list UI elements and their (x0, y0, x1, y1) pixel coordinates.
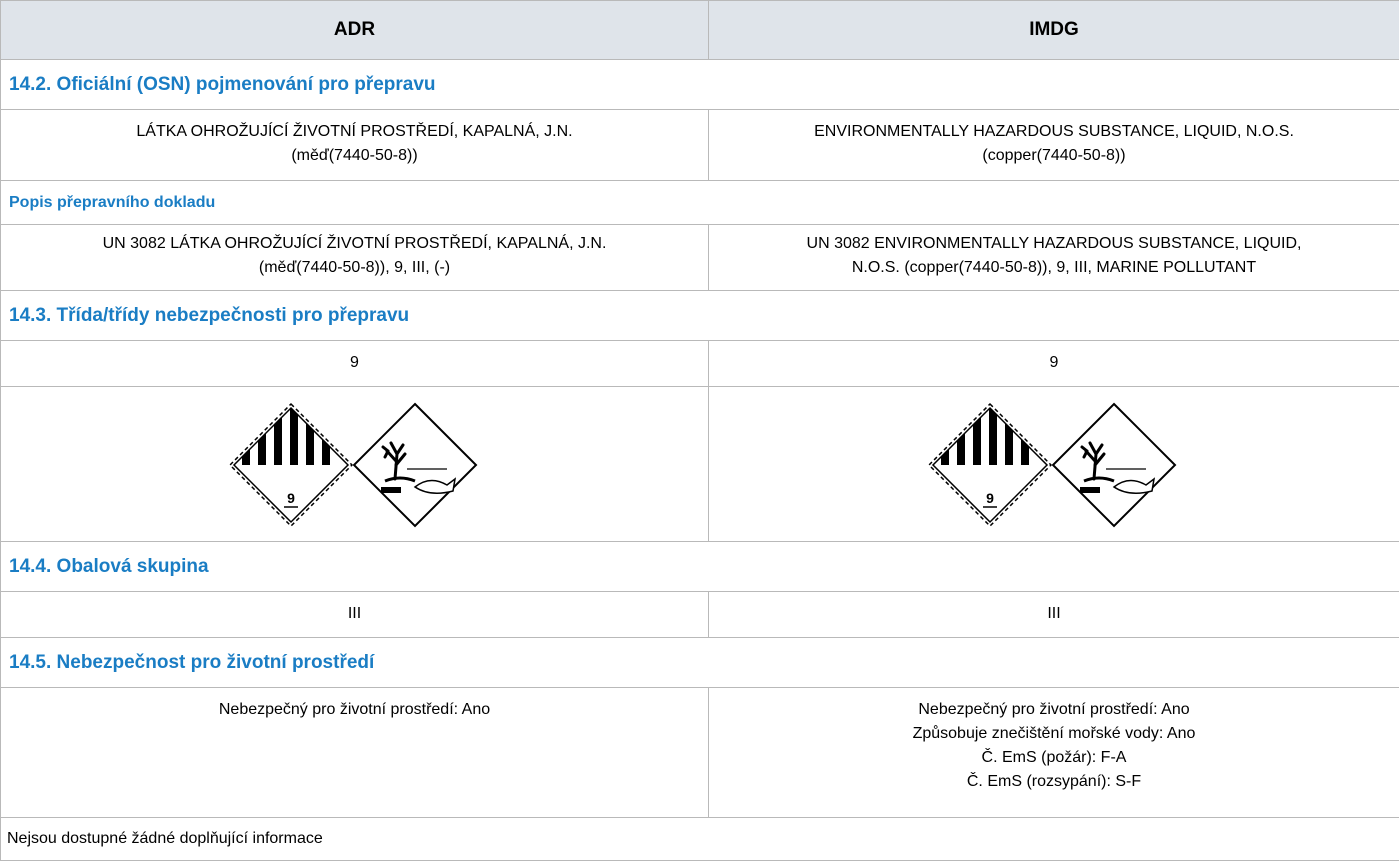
section-title-popis: Popis přepravního dokladu (1, 181, 1399, 225)
environment-hazard-icon (1053, 404, 1175, 526)
document-imdg-line-2: N.O.S. (copper(7440-50-8)), 9, III, MARINE POLLUTANT (851, 259, 1257, 276)
table-header-row (1, 1, 1399, 60)
name-imdg-line-2: (copper(7440-50-8)) (982, 147, 1126, 164)
column-header-adr: ADR (1, 1, 709, 60)
footer-row (1, 818, 1399, 861)
class-9-label-icon (929, 399, 1051, 526)
packing-imdg-cell: III (709, 592, 1399, 638)
section-title-14-2: 14.2. Oficiální (OSN) pojmenování pro přepravu (1, 60, 1399, 110)
hazard-pictograms-adr (225, 399, 485, 529)
environment-imdg-line-1: Nebezpečný pro životní prostředí: Ano (918, 701, 1190, 718)
section-title-14-5: 14.5. Nebezpečnost pro životní prostředí (1, 638, 1399, 688)
environment-adr-line-1: Nebezpečný pro životní prostředí: Ano (218, 701, 491, 718)
packing-adr-cell: III (1, 592, 709, 638)
environment-imdg-line-2: Způsobuje znečištění mořské vody: Ano (912, 725, 1196, 742)
table-row (1, 688, 1399, 818)
name-imdg-cell (709, 110, 1399, 181)
name-adr-cell (1, 110, 709, 181)
document-adr-cell (1, 225, 709, 291)
table-row (1, 110, 1399, 181)
table-row (1, 225, 1399, 291)
document-imdg-cell (709, 225, 1399, 291)
document-adr-line-1: UN 3082 LÁTKA OHROŽUJÍCÍ ŽIVOTNÍ PROSTŘEDÍ, KAPALNÁ, J.N. (102, 235, 607, 252)
section-row (1, 60, 1399, 110)
section-title-14-3: 14.3. Třída/třídy nebezpečnosti pro přepravu (1, 291, 1399, 341)
section-row (1, 638, 1399, 688)
document-adr-line-2: (měď(7440-50-8)), 9, III, (-) (258, 259, 451, 276)
class-adr-cell: 9 (1, 341, 709, 387)
table-row (1, 592, 1399, 638)
environment-adr-cell (1, 688, 709, 818)
column-header-imdg: IMDG (709, 1, 1399, 60)
document-imdg-line-1: UN 3082 ENVIRONMENTALLY HAZARDOUS SUBSTANCE, LIQUID, (806, 235, 1302, 252)
class-imdg-cell: 9 (709, 341, 1399, 387)
section-row (1, 181, 1399, 225)
svg-text:9: 9 (986, 490, 994, 506)
footer-note: Nejsou dostupné žádné doplňující informace (1, 818, 1399, 861)
environment-imdg-line-3: Č. EmS (požár): F-A (981, 749, 1127, 766)
class-9-label-icon (230, 399, 352, 526)
hazard-pictograms-imdg (924, 399, 1184, 529)
section-title-14-4: 14.4. Obalová skupina (1, 542, 1399, 592)
section-row (1, 291, 1399, 341)
section-row (1, 542, 1399, 592)
name-imdg-line-1: ENVIRONMENTALLY HAZARDOUS SUBSTANCE, LIQUID, N.O.S. (814, 123, 1294, 140)
environment-hazard-icon (354, 404, 476, 526)
pictograms-adr-cell (1, 387, 709, 542)
pictograms-imdg-cell (709, 387, 1399, 542)
svg-text:9: 9 (286, 490, 295, 506)
name-adr-line-1: LÁTKA OHROŽUJÍCÍ ŽIVOTNÍ PROSTŘEDÍ, KAPALNÁ, J.N. (136, 123, 573, 140)
environment-imdg-line-4: Č. EmS (rozsypání): S-F (966, 773, 1142, 790)
table-row (1, 387, 1399, 542)
name-adr-line-2: (měď(7440-50-8)) (291, 147, 418, 164)
environment-imdg-cell (709, 688, 1399, 818)
table-row (1, 341, 1399, 387)
